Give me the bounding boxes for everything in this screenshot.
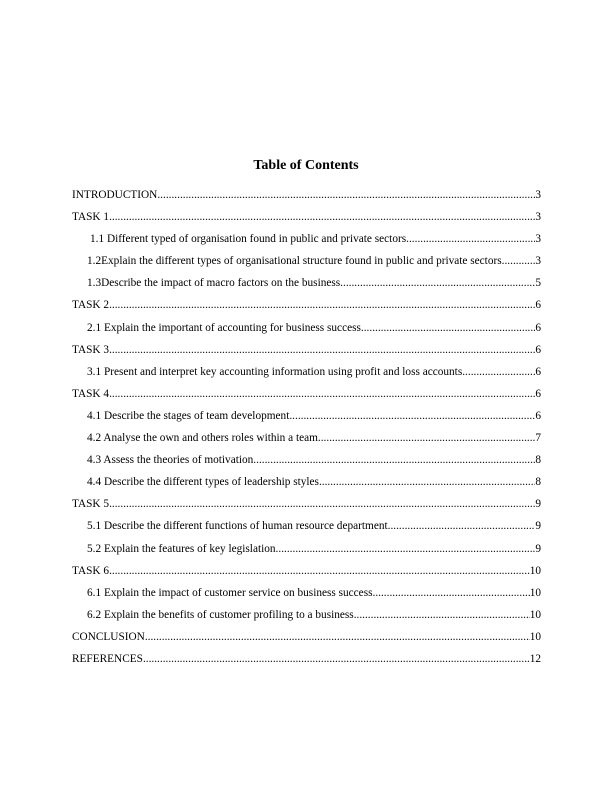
toc-entry-text: TASK 4 — [72, 387, 110, 400]
toc-entry-text: REFERENCES — [72, 652, 143, 665]
toc-page-number: 9 — [535, 498, 541, 511]
toc-entry[interactable] — [72, 386, 541, 408]
toc-dot-leader — [145, 629, 530, 645]
toc-entry-text: 5.1 Describe the different functions of human resource department. — [87, 520, 391, 533]
toc-entry-text: 4.1 Describe the stages of team development — [87, 409, 290, 422]
toc-entry-text: 6.1 Explain the impact of customer service on business success. — [87, 586, 376, 599]
toc-page-number: 6 — [535, 365, 541, 378]
toc-entry-text: 1.1 Different typed of organisation found in public and private sectors — [90, 233, 407, 246]
toc-page-number: 3 — [535, 211, 541, 224]
toc-dot-leader — [340, 275, 535, 291]
toc-entry-text: 6.2 Explain the benefits of customer profiling to a business — [87, 608, 354, 621]
toc-entry[interactable] — [72, 364, 541, 386]
toc-page-number: 6 — [535, 321, 541, 334]
toc-dot-leader — [143, 651, 530, 667]
toc-dot-leader — [109, 496, 535, 512]
toc-entry[interactable] — [72, 209, 541, 231]
toc-entry-text: 3.1 Present and interpret key accounting information using profit and loss accounts — [87, 365, 463, 378]
toc-entry-text: TASK 5 — [72, 498, 110, 511]
toc-page-number: 3 — [535, 189, 541, 201]
toc-entry[interactable] — [72, 474, 541, 496]
toc-entry[interactable] — [72, 585, 541, 607]
toc-entry-text: 4.4 Describe the different types of leadership styles — [87, 476, 319, 489]
toc-entry[interactable] — [72, 297, 541, 319]
toc-dot-leader — [276, 541, 536, 557]
toc-page-number: 6 — [535, 343, 541, 356]
toc-page-number: 3 — [535, 233, 541, 246]
toc-entry[interactable] — [72, 320, 541, 342]
toc-dot-leader — [109, 386, 535, 402]
toc-page-number: 8 — [535, 454, 541, 467]
toc-list — [72, 187, 541, 673]
toc-entry[interactable] — [72, 651, 541, 673]
toc-entry[interactable] — [72, 275, 541, 297]
toc-entry[interactable] — [72, 629, 541, 651]
toc-page-number: 8 — [535, 476, 541, 489]
toc-entry-text: TASK 1 — [72, 211, 110, 224]
toc-entry-text: TASK 2 — [72, 299, 110, 312]
toc-page-number: 9 — [535, 520, 541, 533]
toc-entry-text: 5.2 Explain the features of key legislation — [87, 542, 276, 555]
toc-dot-leader — [390, 518, 535, 534]
toc-entry[interactable] — [72, 563, 541, 585]
toc-entry-text: 1.3Describe the impact of macro factors on the business — [87, 277, 341, 290]
toc-page-number: 3 — [535, 255, 541, 268]
toc-page-number: 5 — [535, 277, 541, 290]
toc-entry-text: 4.2 Analyse the own and others roles within a team. — [87, 432, 321, 445]
toc-page-number: 10 — [529, 564, 541, 577]
toc-dot-leader — [375, 585, 529, 601]
toc-page-number: 9 — [535, 542, 541, 555]
toc-entry-text: CONCLUSION — [72, 630, 145, 643]
toc-page-number: 7 — [535, 432, 541, 445]
toc-dot-leader — [462, 364, 535, 380]
toc-entry[interactable] — [72, 541, 541, 563]
toc-dot-leader — [354, 607, 530, 623]
toc-entry-text: 4.3 Assess the theories of motivation. — [87, 454, 257, 467]
toc-entry[interactable] — [72, 408, 541, 430]
toc-dot-leader — [109, 342, 535, 358]
toc-page-number: 6 — [535, 299, 541, 312]
toc-page-number: 12 — [529, 652, 541, 665]
toc-title: Table of Contents — [253, 158, 359, 173]
toc-entry[interactable] — [72, 253, 541, 275]
toc-entry-text: INTRODUCTION — [72, 189, 158, 201]
toc-dot-leader — [406, 231, 535, 247]
toc-entry-text: 2.1 Explain the important of accounting for business success. — [87, 321, 364, 334]
toc-entry-text: 1.2Explain the different types of organisational structure found in public and private sectors — [87, 255, 502, 268]
toc-dot-leader — [157, 187, 535, 203]
toc-page-number: 10 — [529, 630, 541, 643]
toc-entry[interactable] — [72, 452, 541, 474]
toc-page-number: 6 — [535, 387, 541, 400]
toc-dot-leader — [319, 474, 535, 490]
toc-entry[interactable] — [72, 518, 541, 540]
toc-entry[interactable] — [72, 607, 541, 629]
toc-entry[interactable] — [72, 496, 541, 518]
toc-dot-leader — [109, 209, 535, 225]
toc-dot-leader — [109, 563, 530, 579]
toc-page-number: 10 — [529, 586, 541, 599]
toc-dot-leader — [502, 253, 536, 269]
toc-entry[interactable] — [72, 187, 541, 209]
toc-page-number: 10 — [529, 608, 541, 621]
toc-dot-leader — [289, 408, 535, 424]
toc-page-number: 6 — [535, 409, 541, 422]
toc-dot-leader — [364, 320, 536, 336]
toc-dot-leader — [321, 430, 536, 446]
toc-entry[interactable] — [72, 430, 541, 452]
toc-dot-leader — [256, 452, 535, 468]
toc-entry[interactable] — [72, 342, 541, 364]
toc-entry-text: TASK 6 — [72, 564, 110, 577]
toc-entry[interactable] — [72, 231, 541, 253]
toc-dot-leader — [109, 297, 535, 313]
toc-entry-text: TASK 3 — [72, 343, 110, 356]
